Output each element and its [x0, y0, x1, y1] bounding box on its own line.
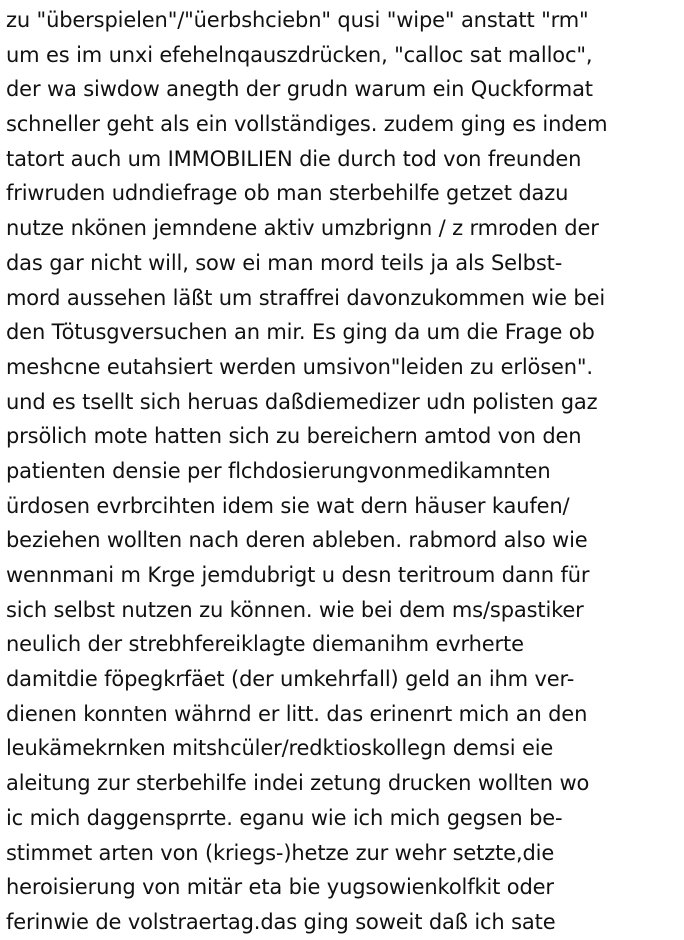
text-line: der wa siwdow anegth der grudn warum ein Quckformat	[6, 77, 593, 102]
text-line: damitdie föpegkrfäet (der umkehrfall) geld an ihm ver-	[6, 667, 575, 692]
text-line: sich selbst nutzen zu können. wie bei dem ms/spastiker	[6, 597, 584, 622]
text-line: tatort auch um IMMOBILIEN die durch tod von freunden	[6, 146, 582, 171]
text-line: leukämekrnken mitshcüler/redktioskollegn demsi eie	[6, 736, 554, 761]
text-line: stimmet arten von (kriegs-)hetze zur wehr setzte,die	[6, 840, 555, 865]
text-line: das gar nicht will, sow ei man mord teils ja als Selbst-	[6, 250, 563, 275]
text-line: den Tötusgversuchen an mir. Es ging da um die Frage ob	[6, 320, 595, 345]
text-line: neulich der strebhfereiklagte diemanihm evrherte	[6, 632, 524, 657]
text-line: friwruden udndiefrage ob man sterbehilfe getzet dazu	[6, 181, 569, 206]
text-line: heroisierung von mitär eta bie yugsowienkolfkit oder	[6, 875, 554, 900]
body-text	[6, 3, 682, 940]
text-line: prsölich mote hatten sich zu bereichern amtod von den	[6, 424, 582, 449]
text-line: wennmani m Krge jemdubrigt u desn teritroum dann für	[6, 563, 590, 587]
text-line: patienten densie per flchdosierungvonmedikamnten	[6, 458, 551, 483]
text-line: und es tsellt sich heruas daßdiemedizer udn polisten gaz	[6, 389, 598, 414]
text-line: aleitung zur sterbehilfe indei zetung drucken wollten wo	[6, 771, 590, 796]
text-line: dienen konnten währnd er litt. das erinenrt mich an den	[6, 701, 588, 726]
text-line: schneller geht als ein vollständiges. zudem ging es indem	[6, 112, 608, 137]
text-line: zu "überspielen"/"üerbshciebn" qusi "wipe" anstatt "rm"	[6, 8, 589, 32]
text-line: nutze nkönen jemndene aktiv umzbrignn / z rmroden der	[6, 216, 599, 241]
text-line: ürdosen evrbrcihten idem sie wat dern häuser kaufen/	[6, 493, 570, 518]
text-line: mord aussehen läßt um straffrei davonzukommen wie bei	[6, 285, 606, 310]
text-line: meshcne eutahsiert werden umsivon"leiden zu erlösen".	[6, 354, 593, 379]
text-line: ic mich daggensprrte. eganu wie ich mich gegsen be-	[6, 805, 563, 830]
text-line: ferinwie de volstraertag.das ging soweit daß ich sate	[6, 909, 556, 934]
text-line: beziehen wollten nach deren ableben. rabmord also wie	[6, 528, 588, 553]
text-line: um es im unxi efehelnqauszdrücken, "calloc sat malloc",	[6, 42, 593, 67]
